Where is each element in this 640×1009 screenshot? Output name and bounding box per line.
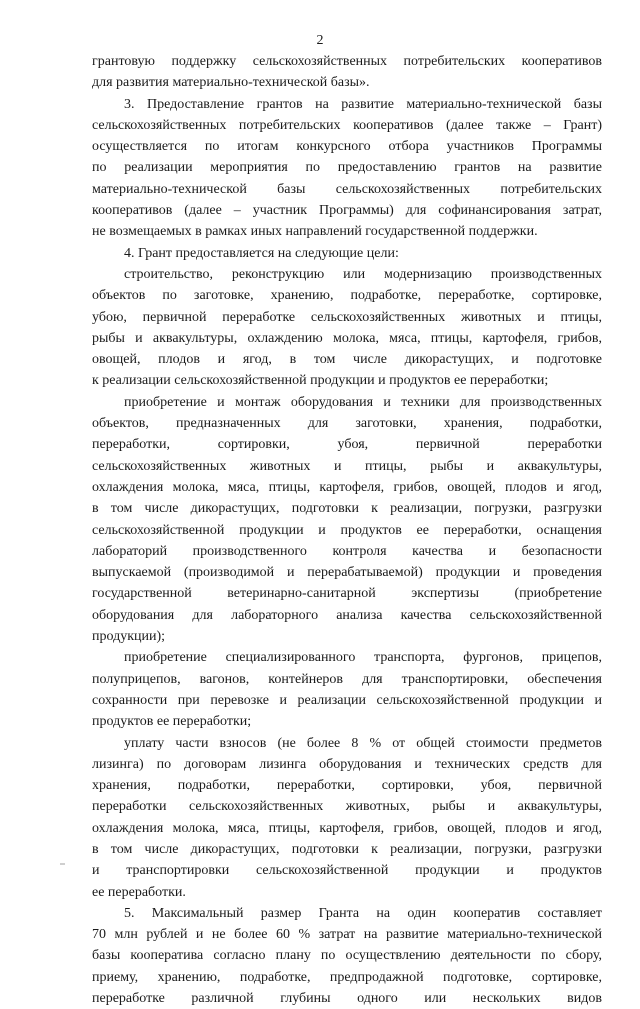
text-line: в том числе дикорастущих, подготовки к реализации, погрузки, разгрузки [92,841,602,857]
text-line: рыбы и аквакультуры, охлаждению молока, мяса, птицы, картофеля, грибов, [92,330,602,346]
text-line: переработки сельскохозяйственных животных, рыбы и аквакультуры, [92,799,602,815]
text-line: сохранности при перевозке и реализации сельскохозяйственной продукции и [92,692,602,708]
text-line: базы кооператива согласно плану по осуществлению деятельности по сбору, [92,948,602,964]
text-line: не возмещаемых в рамках иных направлений государственной поддержки. [92,224,538,240]
text-line: 3. Предоставление грантов на развитие материально-технической базы [124,96,602,112]
text-line: объектов, предназначенных для заготовки, хранения, подработки, [92,416,602,432]
text-line: овощей, плодов и ягод, в том числе дикорастущих, и подготовке [92,352,602,368]
text-line: 4. Грант предоставляется на следующие цели: [124,245,399,261]
text-line: оборудования для лабораторного анализа качества сельскохозяйственной [92,607,602,623]
text-line: сельскохозяйственной продукции и продуктов ее переработки, оснащения [92,522,602,538]
paragraph [92,94,602,243]
paragraph [92,903,602,1009]
text-line: переработки, сортировки, убоя, первичной переработки [92,437,602,453]
text-line: осуществляется по итогам конкурсного отбора участников Программы [92,139,602,155]
text-line: в том числе дикорастущих, подготовки к реализации, погрузки, разгрузки [92,501,602,517]
text-line: убою, первичной переработке сельскохозяйственных животных и птицы, [92,309,602,325]
text-line: объектов по заготовке, хранению, подработке, переработке, сортировке, [92,288,602,304]
text-line: государственной ветеринарно-санитарной экспертизы (приобретение [92,586,602,602]
paragraph [92,243,602,264]
text-line: грантовую поддержку сельскохозяйственных потребительских кооперативов [92,54,602,69]
text-line: 5. Максимальный размер Гранта на один кооператив составляет [124,905,602,921]
text-line: для развития материально-технической базы». [92,75,370,91]
paragraph [92,392,602,648]
text-line: приобретение специализированного транспорта, фургонов, прицепов, [124,650,602,666]
text-line: переработке различной глубины одного или нескольких видов [92,991,602,1007]
paragraph [92,51,602,94]
page-number: 2 [316,33,324,48]
text-line: к реализации сельскохозяйственной продукции и продуктов ее переработки; [92,373,549,389]
text-line: хранения, подработки, переработки, сортировки, убоя, первичной [92,778,602,794]
text-line: приему, хранению, подработке, предпродажной подготовке, сортировке, [92,969,602,985]
paragraph [92,647,602,732]
text-line: продуктов ее переработки; [92,714,252,730]
text-line: и транспортировки сельскохозяйственной продукции и продуктов [92,863,602,879]
text-line: по реализации мероприятия по предоставлению грантов на развитие [92,160,602,176]
text-line: продукции); [92,629,166,645]
text-line: строительство, реконструкцию или модернизацию производственных [124,266,602,282]
text-line: материально-технической базы сельскохозяйственных потребительских [92,181,602,197]
text-line: сельскохозяйственных потребительских кооперативов (далее также – Грант) [92,117,602,133]
text-line: кооперативов (далее – участник Программы) для софинансирования затрат, [92,203,602,219]
text-line: полуприцепов, вагонов, контейнеров для транспортировки, обеспечения [92,671,602,687]
paragraph [92,264,602,392]
text-line: уплату части взносов (не более 8 % от общей стоимости предметов [124,735,602,751]
text-line: 70 млн рублей и не более 60 % затрат на развитие материально-технической [92,927,602,943]
text-line: выпускаемой (производимой и перерабатываемой) продукции и проведения [92,565,602,581]
text-line: приобретение и монтаж оборудования и техники для производственных [124,394,602,410]
scan-artifact [60,863,65,865]
text-line: лабораторий производственного контроля качества и безопасности [92,543,602,559]
text-line: охлаждения молока, мяса, птицы, картофеля, грибов, овощей, плодов и ягод, [92,479,602,495]
text-line: охлаждения молока, мяса, птицы, картофеля, грибов, овощей, плодов и ягод, [92,820,602,836]
text-line: лизинга) по договорам лизинга оборудования и технических средств для [92,756,602,772]
paragraph [92,733,602,903]
text-line: сельскохозяйственных животных и птицы, рыбы и аквакультуры, [92,458,602,474]
document-body [92,51,602,1009]
text-line: ее переработки. [92,884,186,900]
